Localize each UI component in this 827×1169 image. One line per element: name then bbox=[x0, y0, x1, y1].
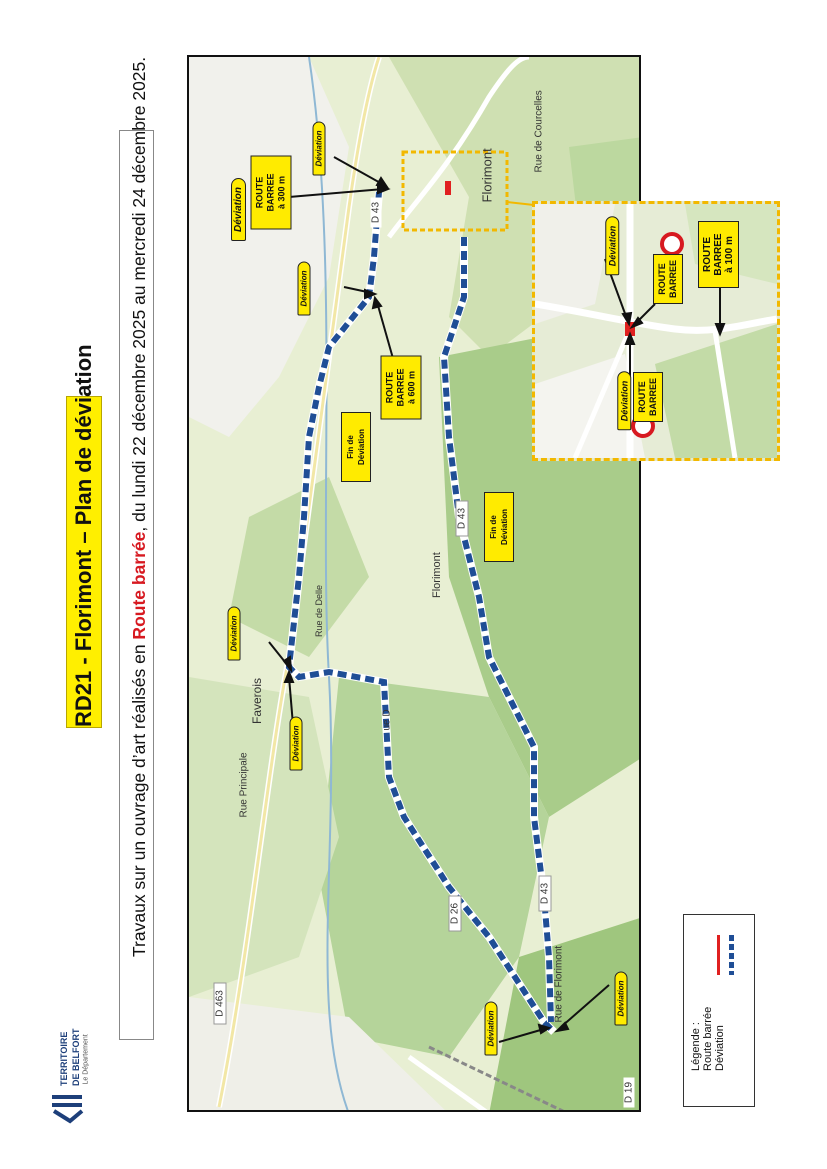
logo-line2: DE BELFORT bbox=[71, 1028, 81, 1086]
subtitle-after: , du lundi 22 décembre 2025 au mercredi 24 décembre 2025. bbox=[129, 56, 149, 532]
inset-route-barree-sign-top bbox=[653, 254, 683, 304]
place-label-faverois: Faverois bbox=[250, 677, 264, 724]
road-label-d463: D 463 bbox=[214, 983, 227, 1025]
route-barree-segment bbox=[445, 181, 451, 195]
deviation-sign-top-left: Déviation bbox=[231, 178, 246, 241]
deviation-sign-top: Déviation bbox=[313, 121, 326, 175]
legend-route-barree-swatch bbox=[717, 935, 720, 975]
deviation-sign-faverois: Déviation bbox=[228, 606, 241, 660]
legend bbox=[683, 914, 755, 1107]
rb600-line3: à 600 m bbox=[406, 370, 417, 405]
inset-rb100-line1: ROUTE bbox=[702, 237, 713, 272]
closure-detail-inset[interactable] bbox=[532, 201, 780, 461]
street-label-rue-principale: Rue Principale bbox=[238, 752, 250, 818]
inset-rb-bot-line1: ROUTE bbox=[637, 381, 647, 413]
rb600-line2: BARREE bbox=[395, 368, 406, 407]
territoire-de-belfort-logo bbox=[44, 995, 88, 1125]
inset-deviation-sign-bottom: Déviation bbox=[617, 372, 631, 431]
fin-deviation-sign-2: Fin de Déviation bbox=[484, 492, 514, 562]
route-barree-600-sign bbox=[381, 356, 422, 420]
route-barree-300-sign bbox=[251, 156, 292, 230]
street-label-rue-de-delle: Rue de Delle bbox=[314, 584, 324, 637]
place-label-florimont-mid: Florimont bbox=[431, 552, 443, 598]
inset-rb100-line2: BARREE bbox=[713, 233, 724, 276]
inset-rb-top-line2: BARREE bbox=[668, 259, 678, 298]
inset-rb-bot-line2: BARREE bbox=[648, 377, 658, 416]
street-label-rue-de-florimont: Rue de Florimont bbox=[553, 945, 565, 1023]
rb300-line1: ROUTE bbox=[254, 176, 265, 209]
fin-deviation-sign-1: Fin de Déviation bbox=[341, 412, 371, 482]
legend-deviation-label: Déviation bbox=[714, 1025, 726, 1071]
inset-route-barree-100-sign bbox=[698, 221, 739, 288]
road-label-d-ue: ue D bbox=[381, 709, 393, 731]
deviation-sign-bottom-left: Déviation bbox=[485, 1001, 498, 1055]
inset-deviation-sign-top: Déviation bbox=[605, 217, 619, 276]
inset-rb100-line3: à 100 m bbox=[724, 236, 735, 273]
subtitle-highlight: Route barrée bbox=[129, 531, 149, 640]
legend-route-barree-label: Route barrée bbox=[702, 1006, 714, 1071]
place-label-florimont-top: Florimont bbox=[479, 148, 495, 203]
legend-deviation-swatch bbox=[729, 935, 734, 975]
road-label-d43-mid: D 43 bbox=[456, 501, 469, 537]
subtitle-before: Travaux sur un ouvrage d’art réalisés en bbox=[129, 639, 149, 957]
deviation-sign-faverois-south: Déviation bbox=[290, 716, 303, 770]
street-label-rue-de-courcelles: Rue de Courcelles bbox=[533, 90, 545, 173]
legend-title: Légende : bbox=[690, 1022, 702, 1071]
road-label-d43-bottom: D 43 bbox=[539, 876, 552, 912]
rb300-line3: à 300 m bbox=[276, 175, 287, 210]
deviation-sign-bottom-right: Déviation bbox=[615, 971, 628, 1025]
logo-line1: TERRITOIRE bbox=[59, 1031, 69, 1086]
page-title: RD21 - Florimont – Plan de déviation bbox=[66, 396, 102, 728]
inset-route-barree-sign-bottom bbox=[633, 372, 663, 422]
road-label-d43-top: D 43 bbox=[371, 198, 382, 228]
road-label-d26: D 26 bbox=[449, 896, 462, 932]
road-label-d19: D 19 bbox=[624, 1078, 635, 1108]
inset-rb-top-line1: ROUTE bbox=[657, 263, 667, 295]
rb600-line1: ROUTE bbox=[384, 371, 395, 404]
rb300-line2: BARREE bbox=[265, 173, 276, 212]
deviation-sign-upper: Déviation bbox=[298, 261, 311, 315]
logo-line3: Le Département bbox=[82, 1034, 90, 1085]
subtitle bbox=[128, 56, 150, 957]
